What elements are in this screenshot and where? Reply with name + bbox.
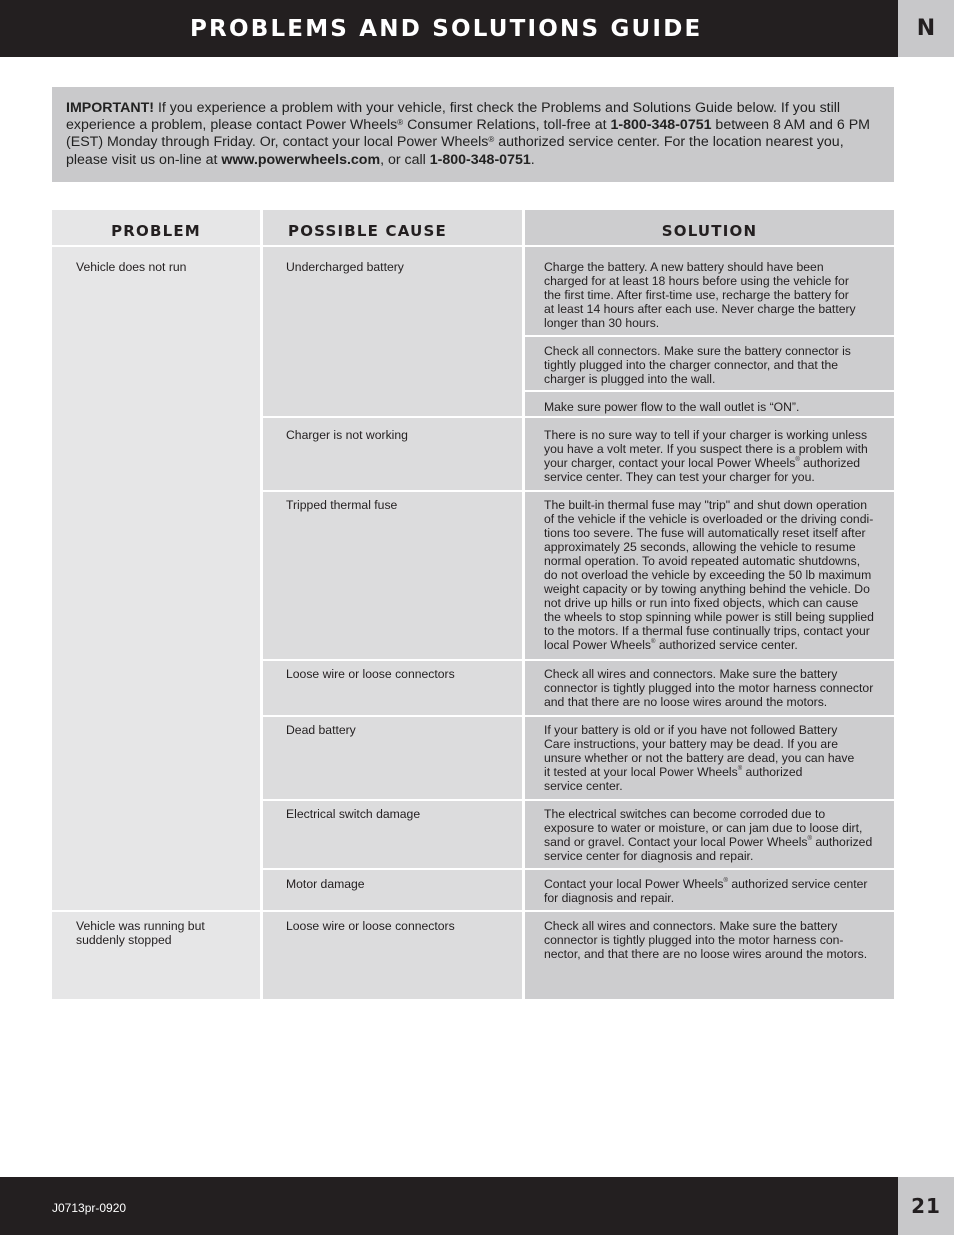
- solution-line: the wheels to stop spinning while power is still being supplied: [544, 610, 874, 624]
- solution-line: local Power Wheels® authorized service center.: [544, 638, 798, 652]
- solution-line: nector, and that there are no loose wires around the motors.: [544, 947, 868, 961]
- solution-line: not drive up hills or run into fixed objects, which can cause: [544, 596, 859, 610]
- solution-cell: [544, 344, 851, 386]
- important-label: IMPORTANT!: [66, 100, 154, 116]
- cause-cell: Tripped thermal fuse: [286, 498, 398, 512]
- solution-line: connector is tightly plugged into the motor harness connector: [544, 681, 874, 695]
- page-header-bar: [0, 0, 898, 57]
- website-link: www.powerwheels.com: [221, 151, 381, 168]
- row-divider: [263, 659, 894, 661]
- row-divider: [52, 910, 894, 912]
- notice-text-3: between 8 AM and 6 PM (EST) Monday through Friday. Or, contact your local Power Wheels: [66, 117, 871, 151]
- header-divider: [52, 245, 894, 247]
- solution-line: service center.: [544, 779, 623, 793]
- solution-line: of the vehicle if the vehicle is overloaded or the driving condi-: [544, 512, 874, 526]
- solution-column-header: SOLUTION: [661, 222, 758, 240]
- solution-cell: [544, 260, 856, 330]
- solution-line: weight capacity or by towing anything behind the vehicle. Do: [544, 582, 870, 596]
- problem-line: Vehicle was running but: [76, 919, 205, 933]
- solution-line: it tested at your local Power Wheels® authorized: [544, 765, 803, 779]
- row-divider: [263, 490, 894, 492]
- solution-line: exposure to water or moisture, or can jam due to loose dirt,: [544, 821, 863, 835]
- cause-cell: Loose wire or loose connectors: [286, 667, 455, 681]
- row-divider: [263, 799, 894, 801]
- problem-line: Vehicle does not run: [76, 260, 187, 274]
- solution-line: Make sure power flow to the wall outlet is “ON”.: [544, 400, 800, 414]
- solution-line: Check all wires and connectors. Make sure the battery: [544, 919, 838, 933]
- solution-line: connector is tightly plugged into the motor harness con-: [544, 933, 844, 947]
- document-code: J0713pr-0920: [52, 1201, 127, 1215]
- notice-text-2: Consumer Relations, toll-free at: [403, 117, 611, 134]
- solution-line: Check all connectors. Make sure the battery connector is: [544, 344, 851, 358]
- solution-line: tightly plugged into the charger connector, and that the: [544, 358, 839, 372]
- solution-line: to the motors. If a thermal fuse continually trips, contact your: [544, 624, 870, 638]
- solution-line: tions too severe. The fuse will automatically reset itself after: [544, 526, 866, 540]
- row-divider: [525, 390, 894, 392]
- solution-line: charger is plugged into the wall.: [544, 372, 716, 386]
- solution-line: charged for at least 18 hours before using the vehicle for: [544, 274, 849, 288]
- page-footer-bar: [0, 1177, 898, 1235]
- row-divider: [263, 416, 894, 418]
- solution-line: Contact your local Power Wheels® authorized service center: [544, 877, 868, 891]
- problem-line: suddenly stopped: [76, 933, 172, 947]
- solution-line: and that there are no loose wires around the motors.: [544, 695, 828, 709]
- solution-line: approximately 25 seconds, allowing the vehicle to resume: [544, 540, 856, 554]
- notice-text-1: If you experience a problem with your vehicle, first check the Problems and Solutions Guide below. If you still experience a problem, please contact Power Wheels: [66, 100, 841, 134]
- page-number-tab: [898, 1177, 954, 1235]
- solution-cell: [544, 428, 868, 484]
- phone-number: 1-800-348-0751: [429, 151, 531, 168]
- solution-cell: [544, 919, 867, 961]
- cause-cell: Loose wire or loose connectors: [286, 919, 455, 933]
- registered-mark: ®: [488, 135, 495, 145]
- solution-line: Charge the battery. A new battery should have been: [544, 260, 824, 274]
- solution-line: you have a volt meter. If you suspect there is a problem with: [544, 442, 868, 456]
- row-divider: [263, 868, 894, 870]
- solution-line: Care instructions, your battery may be dead. If you are: [544, 737, 838, 751]
- solution-line: Check all wires and connectors. Make sure the battery: [544, 667, 838, 681]
- solution-line: normal operation. To avoid repeated automatic shutdowns,: [544, 554, 861, 568]
- page-number: 21: [911, 1194, 941, 1218]
- section-tab-letter: N: [916, 16, 936, 41]
- notice-text-6: .: [530, 151, 535, 168]
- row-divider: [263, 715, 894, 717]
- page-title: PROBLEMS AND SOLUTIONS GUIDE: [190, 16, 703, 42]
- solution-line: The electrical switches can become corroded due to: [544, 807, 826, 821]
- solution-line: The built-in thermal fuse may "trip" and shut down operation: [544, 498, 867, 512]
- solution-line: the first time. After first-time use, recharge the battery for: [544, 288, 849, 302]
- problem-cell: [76, 919, 205, 947]
- cause-column-header: POSSIBLE CAUSE: [288, 222, 447, 240]
- solution-line: do not overload the vehicle by exceeding the 50 lb maximum: [544, 568, 872, 582]
- problem-column: [52, 210, 260, 999]
- solution-line: for diagnosis and repair.: [544, 891, 675, 905]
- solution-cell: [544, 667, 873, 709]
- cause-cell: Electrical switch damage: [286, 807, 421, 821]
- cause-cell: Undercharged battery: [286, 260, 404, 274]
- cause-cell: Charger is not working: [286, 428, 408, 442]
- registered-mark: ®: [397, 118, 404, 128]
- solution-cell: [544, 400, 799, 414]
- solution-line: your charger, contact your local Power Wheels® authorized: [544, 456, 861, 470]
- section-tab: [898, 0, 954, 57]
- solution-line: service center for diagnosis and repair.: [544, 849, 754, 863]
- important-notice: [52, 87, 894, 182]
- solution-line: longer than 30 hours.: [544, 316, 660, 330]
- phone-number: 1-800-348-0751: [610, 117, 712, 134]
- solution-line: There is no sure way to tell if your charger is working unless: [544, 428, 868, 442]
- problem-column-header: PROBLEM: [111, 222, 201, 240]
- solution-cell: [544, 877, 868, 905]
- solution-line: unsure whether or not the battery are dead, you can have: [544, 751, 855, 765]
- notice-text-4: authorized service center. For the location nearest you, please visit us on-line at: [66, 134, 844, 168]
- solution-cell: [544, 498, 874, 652]
- solution-cell: [544, 807, 872, 863]
- problem-cell: [76, 260, 186, 274]
- cause-cell: Motor damage: [286, 877, 365, 891]
- notice-text-5: , or call: [380, 151, 430, 168]
- solution-line: service center. They can test your charger for you.: [544, 470, 815, 484]
- cause-cell: Dead battery: [286, 723, 356, 737]
- solution-line: If your battery is old or if you have not followed Battery: [544, 723, 838, 737]
- row-divider: [525, 335, 894, 337]
- solution-line: at least 14 hours after each use. Never charge the battery: [544, 302, 856, 316]
- solution-line: sand or gravel. Contact your local Power Wheels® authorized: [544, 835, 873, 849]
- solution-cell: [544, 723, 854, 793]
